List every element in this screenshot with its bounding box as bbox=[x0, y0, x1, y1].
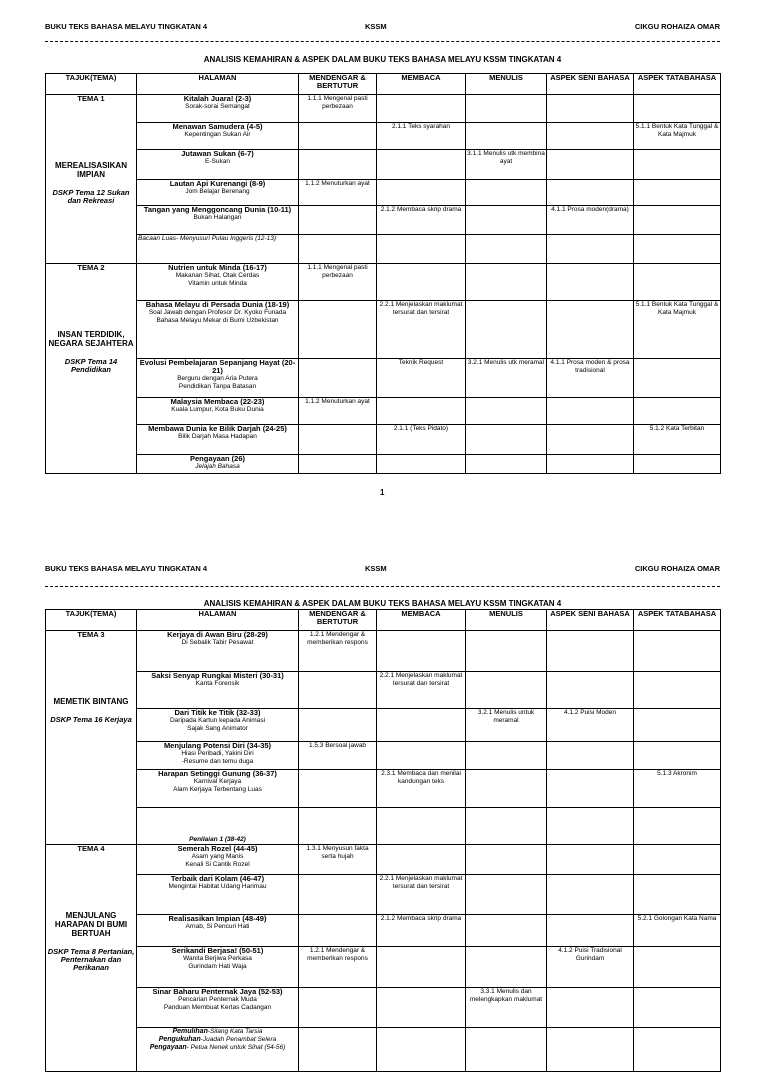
dskp-label: DSKP Tema 16 Kerjaya bbox=[50, 715, 132, 724]
tatabahasa-cell: 5.2.1 Golongan Kata Nama bbox=[634, 915, 721, 947]
halaman-cell bbox=[137, 180, 299, 206]
table-row bbox=[46, 672, 721, 709]
lesson-title: Jutawan Sukan (6-7) bbox=[181, 149, 254, 158]
tatabahasa-cell bbox=[634, 709, 721, 742]
tatabahasa-cell bbox=[634, 988, 721, 1028]
lesson-subtopic: Bilik Darjah Masa Hadapan bbox=[178, 433, 257, 440]
menulis-cell: 3.3.1 Menulis dan melengkapkan maklumat bbox=[466, 988, 547, 1028]
halaman-cell bbox=[137, 398, 299, 425]
tema-label: TEMA 1 bbox=[77, 94, 105, 103]
lesson-title: Harapan Setinggi Gunung (36-37) bbox=[158, 769, 277, 778]
lesson-title: Terbaik dari Kolam (46-47) bbox=[170, 874, 265, 883]
menulis-cell bbox=[466, 808, 547, 845]
lesson-title: Realisasikan Impian (48-49) bbox=[168, 914, 267, 923]
seni-bahasa-cell bbox=[547, 845, 634, 875]
mendengar-cell: 1.2.1 Mendengar & memberikan respons bbox=[299, 631, 377, 672]
bacaan-luas: Bacaan Luas- Menyusuri Pulau Inggeris (12-13) bbox=[138, 235, 277, 242]
lesson-subtopic: Soal Jawab dengan Profesor Dr. Kyoko Funada bbox=[148, 309, 287, 316]
menulis-cell bbox=[466, 455, 547, 474]
tatabahasa-cell bbox=[634, 150, 721, 180]
menulis-cell bbox=[466, 672, 547, 709]
membaca-cell bbox=[377, 808, 466, 845]
mendengar-cell bbox=[299, 206, 377, 235]
table-row bbox=[46, 425, 721, 455]
pengayaan-activity: -Silang Kata Tarsia bbox=[207, 1028, 263, 1035]
table-row bbox=[46, 359, 721, 398]
header-center: KSSM bbox=[365, 22, 387, 31]
membaca-cell: 2.1.1 Teks syarahan bbox=[377, 123, 466, 150]
membaca-cell bbox=[377, 845, 466, 875]
pengayaan-activity: - Petua Nenek untuk Sihat (54-56) bbox=[186, 1044, 286, 1051]
tema-cell bbox=[46, 95, 137, 264]
membaca-cell bbox=[377, 150, 466, 180]
table-row bbox=[46, 947, 721, 988]
seni-bahasa-cell bbox=[547, 180, 634, 206]
mendengar-cell bbox=[299, 235, 377, 264]
lesson-subtopic: Arnab, Si Pencuri Hati bbox=[185, 923, 250, 930]
seni-bahasa-cell bbox=[547, 398, 634, 425]
analysis-table bbox=[45, 609, 721, 1072]
table-row bbox=[46, 301, 721, 359]
pengayaan-type: Pemulihan bbox=[172, 1028, 208, 1035]
table-row bbox=[46, 455, 721, 474]
header-divider bbox=[45, 41, 720, 42]
lesson-subtopic: Panduan Membuat Kertas Cadangan bbox=[163, 1004, 272, 1011]
tema-title: MENJULANG HARAPAN DI BUMI BERTUAH bbox=[54, 911, 128, 938]
penilaian-label: Penilaian 1 (38-42) bbox=[189, 836, 246, 843]
tema-label: TEMA 3 bbox=[77, 630, 105, 639]
membaca-cell bbox=[377, 742, 466, 770]
lesson-subtopic: E-Sukan bbox=[205, 158, 230, 165]
table-row bbox=[46, 845, 721, 875]
halaman-cell bbox=[137, 770, 299, 808]
seni-bahasa-cell bbox=[547, 742, 634, 770]
lesson-subtopic: Mengintai Habitat Udang Harimau bbox=[168, 883, 267, 890]
table-row bbox=[46, 988, 721, 1028]
pengayaan-line bbox=[138, 1044, 297, 1052]
mendengar-cell bbox=[299, 455, 377, 474]
halaman-cell bbox=[137, 709, 299, 742]
menulis-cell bbox=[466, 770, 547, 808]
column-header: MENULIS bbox=[466, 74, 547, 95]
tatabahasa-cell bbox=[634, 206, 721, 235]
tatabahasa-cell bbox=[634, 1028, 721, 1072]
seni-bahasa-cell bbox=[547, 455, 634, 474]
column-header: ASPEK TATABAHASA bbox=[634, 74, 721, 95]
mendengar-cell bbox=[299, 425, 377, 455]
halaman-cell bbox=[137, 235, 299, 264]
lesson-subtopic: Sorak-sorai Semangat bbox=[185, 103, 250, 110]
seni-bahasa-cell: 4.1.2 Puisi Tradisional Gurindam bbox=[547, 947, 634, 988]
page-1 bbox=[0, 0, 768, 512]
mendengar-cell: 1.1.2 Menuturkan ayat bbox=[299, 398, 377, 425]
tatabahasa-cell: 5.1.1 Bentuk Kata Tunggal & Kata Majmuk bbox=[634, 301, 721, 359]
tatabahasa-cell bbox=[634, 235, 721, 264]
halaman-cell bbox=[137, 631, 299, 672]
lesson-title: Nutrien untuk Minda (16-17) bbox=[168, 263, 267, 272]
pengayaan-line bbox=[138, 1028, 297, 1036]
menulis-cell: 3.1.1 Menulis utk membina ayat bbox=[466, 150, 547, 180]
lesson-subtopic: Jom Belajar Berenang bbox=[185, 188, 250, 195]
lesson-title: Semerah Rozel (44-45) bbox=[177, 844, 258, 853]
column-header: MENULIS bbox=[466, 610, 547, 631]
table-row bbox=[46, 398, 721, 425]
seni-bahasa-cell: 4.1.1 Prosa moden(drama) bbox=[547, 206, 634, 235]
tatabahasa-cell bbox=[634, 845, 721, 875]
tema-cell bbox=[46, 631, 137, 845]
tema-title: MEMETIK BINTANG bbox=[53, 697, 129, 706]
halaman-cell bbox=[137, 1028, 299, 1072]
halaman-cell bbox=[137, 455, 299, 474]
table-row bbox=[46, 123, 721, 150]
halaman-cell bbox=[137, 742, 299, 770]
mendengar-cell bbox=[299, 808, 377, 845]
table-row bbox=[46, 915, 721, 947]
lesson-title: Lautan Api Kurenangi (8-9) bbox=[169, 179, 266, 188]
lesson-title: Saksi Senyap Rungkai Misteri (30-31) bbox=[151, 671, 284, 680]
tatabahasa-cell bbox=[634, 947, 721, 988]
lesson-subtopic: Karnival Kerjaya bbox=[193, 778, 242, 785]
analysis-table bbox=[45, 73, 721, 474]
membaca-cell: 2.2.1 Menjelaskan maklumat tersurat dan tersirat bbox=[377, 301, 466, 359]
halaman-cell bbox=[137, 988, 299, 1028]
tatabahasa-cell bbox=[634, 95, 721, 123]
seni-bahasa-cell bbox=[547, 988, 634, 1028]
lesson-subtopic: Kenali Si Cantik Rozel bbox=[185, 861, 250, 868]
seni-bahasa-cell bbox=[547, 808, 634, 845]
lesson-subtopic: Hiasi Peribadi, Yakini Diri bbox=[181, 750, 254, 757]
membaca-cell: 2.1.2 Membaca skrip drama bbox=[377, 915, 466, 947]
lesson-subtopic: Di Sebalik Tabir Pesawat bbox=[181, 639, 254, 646]
mendengar-cell: 1.1.1 Mengenal pasti perbezaan bbox=[299, 264, 377, 301]
column-header: ASPEK TATABAHASA bbox=[634, 610, 721, 631]
tatabahasa-cell: 5.1.1 Bentuk Kata Tunggal & Kata Majmuk bbox=[634, 123, 721, 150]
mendengar-cell bbox=[299, 359, 377, 398]
table-row bbox=[46, 180, 721, 206]
lesson-title: Kitalah Juara! (2-3) bbox=[183, 94, 252, 103]
menulis-cell: 3.2.1 Menulis utk meramal bbox=[466, 359, 547, 398]
mendengar-cell bbox=[299, 672, 377, 709]
table-header-row bbox=[46, 610, 721, 631]
mendengar-cell bbox=[299, 1028, 377, 1072]
lesson-subtopic: -Resume dan temu duga bbox=[181, 758, 254, 765]
menulis-cell bbox=[466, 206, 547, 235]
menulis-cell bbox=[466, 301, 547, 359]
menulis-cell bbox=[466, 875, 547, 915]
seni-bahasa-cell bbox=[547, 425, 634, 455]
tatabahasa-cell bbox=[634, 359, 721, 398]
membaca-cell bbox=[377, 455, 466, 474]
membaca-cell: 2.1.1 (Teks Pidato) bbox=[377, 425, 466, 455]
halaman-cell bbox=[137, 95, 299, 123]
lesson-title: Menjulang Potensi Diri (34-35) bbox=[163, 741, 272, 750]
membaca-cell bbox=[377, 988, 466, 1028]
seni-bahasa-cell bbox=[547, 915, 634, 947]
mendengar-cell: 1.1.2 Menuturkan ayat bbox=[299, 180, 377, 206]
mendengar-cell bbox=[299, 988, 377, 1028]
table-row bbox=[46, 770, 721, 808]
seni-bahasa-cell bbox=[547, 1028, 634, 1072]
menulis-cell bbox=[466, 398, 547, 425]
membaca-cell bbox=[377, 398, 466, 425]
seni-bahasa-cell: 4.1.1 Prosa moden & prosa tradisional bbox=[547, 359, 634, 398]
table-row bbox=[46, 95, 721, 123]
column-header: TAJUK(TEMA) bbox=[46, 74, 137, 95]
halaman-cell bbox=[137, 808, 299, 845]
page-number: 1 bbox=[380, 488, 385, 497]
header-left: BUKU TEKS BAHASA MELAYU TINGKATAN 4 bbox=[45, 22, 208, 31]
header-right: CIKGU ROHAIZA OMAR bbox=[634, 564, 720, 573]
page-2 bbox=[0, 512, 768, 1051]
tema-title: MEREALISASIKAN IMPIAN bbox=[54, 161, 127, 179]
halaman-cell bbox=[137, 150, 299, 180]
tema-label: TEMA 4 bbox=[77, 844, 105, 853]
tema-cell bbox=[46, 845, 137, 1072]
seni-bahasa-cell bbox=[547, 770, 634, 808]
seni-bahasa-cell bbox=[547, 123, 634, 150]
lesson-title: Pengayaan (26) bbox=[189, 454, 246, 463]
menulis-cell bbox=[466, 742, 547, 770]
halaman-cell bbox=[137, 359, 299, 398]
lesson-subtopic: Kuala Lumpur, Kota Buku Dunia bbox=[171, 406, 264, 413]
lesson-subtopic: Wanita Berjiwa Perkasa bbox=[183, 955, 252, 962]
membaca-cell bbox=[377, 631, 466, 672]
membaca-cell bbox=[377, 1028, 466, 1072]
pengayaan-type: Pengukuhan bbox=[158, 1036, 201, 1043]
lesson-title: Tangan yang Menggoncang Dunia (10-11) bbox=[143, 205, 292, 214]
column-header: MENDENGAR & BERTUTUR bbox=[299, 74, 377, 95]
table-row bbox=[46, 742, 721, 770]
halaman-cell bbox=[137, 845, 299, 875]
column-header: HALAMAN bbox=[137, 74, 299, 95]
lesson-title: Membawa Dunia ke Bilik Darjah (24-25) bbox=[148, 424, 287, 433]
document-title: ANALISIS KEMAHIRAN & ASPEK DALAM BUKU TEKS BAHASA MELAYU KSSM TINGKATAN 4 bbox=[203, 599, 562, 608]
dskp-label: DSKP Tema 14 Pendidikan bbox=[64, 357, 118, 374]
seni-bahasa-cell: 4.1.2 Puisi Moden bbox=[547, 709, 634, 742]
lesson-subtopic: Gurindam Hati Waja bbox=[188, 963, 247, 970]
column-header: MEMBACA bbox=[377, 610, 466, 631]
table-row bbox=[46, 206, 721, 235]
tatabahasa-cell: 5.1.2 Kata Terbitan bbox=[634, 425, 721, 455]
membaca-cell: 2.3.1 Membaca dan menilai kandungan teks bbox=[377, 770, 466, 808]
membaca-cell bbox=[377, 95, 466, 123]
lesson-subtopic: Pendidikan Tanpa Batasan bbox=[178, 383, 257, 390]
membaca-cell bbox=[377, 264, 466, 301]
table-row bbox=[46, 709, 721, 742]
header-center: KSSM bbox=[365, 564, 387, 573]
lesson-subtopic: Bukan Halangan bbox=[193, 214, 242, 221]
seni-bahasa-cell bbox=[547, 875, 634, 915]
membaca-cell bbox=[377, 947, 466, 988]
mendengar-cell bbox=[299, 150, 377, 180]
tatabahasa-cell bbox=[634, 398, 721, 425]
menulis-cell bbox=[466, 915, 547, 947]
membaca-cell bbox=[377, 235, 466, 264]
table-row bbox=[46, 631, 721, 672]
mendengar-cell: 1.1.1 Mengenal pasti perbezaan bbox=[299, 95, 377, 123]
table-row bbox=[46, 264, 721, 301]
lesson-title: Serikandi Berjasa! (50-51) bbox=[171, 946, 264, 955]
tatabahasa-cell bbox=[634, 264, 721, 301]
lesson-subtopic: Makanan Sihat, Otak Cerdas bbox=[175, 272, 260, 279]
lesson-subtopic: Jelajah Bahasa bbox=[195, 463, 240, 470]
column-header: HALAMAN bbox=[137, 610, 299, 631]
lesson-title: Menawan Samudera (4-5) bbox=[172, 122, 263, 131]
lesson-subtopic: Vitamin untuk Minda bbox=[188, 280, 247, 287]
column-header: ASPEK SENI BAHASA bbox=[547, 610, 634, 631]
mendengar-cell bbox=[299, 915, 377, 947]
lesson-title: Malaysia Membaca (22-23) bbox=[170, 397, 265, 406]
mendengar-cell: 1.3.1 Menyusun fakta serta hujah bbox=[299, 845, 377, 875]
halaman-cell bbox=[137, 672, 299, 709]
membaca-cell: 2.1.2 Membaca skrip drama bbox=[377, 206, 466, 235]
halaman-cell bbox=[137, 123, 299, 150]
menulis-cell bbox=[466, 425, 547, 455]
mendengar-cell: 1.2.1 Mendengar & memberikan respons bbox=[299, 947, 377, 988]
menulis-cell bbox=[466, 264, 547, 301]
lesson-title: Kerjaya di Awan Biru (28-29) bbox=[167, 630, 268, 639]
lesson-subtopic: Kepentingan Sukan Air bbox=[184, 131, 251, 138]
table-row bbox=[46, 1028, 721, 1072]
mendengar-cell bbox=[299, 123, 377, 150]
header-right: CIKGU ROHAIZA OMAR bbox=[634, 22, 720, 31]
lesson-title: Dari Titik ke Titik (32-33) bbox=[174, 708, 261, 717]
tema-label: TEMA 2 bbox=[77, 263, 105, 272]
lesson-subtopic: Berguru dengan Aria Putera bbox=[177, 375, 258, 382]
menulis-cell bbox=[466, 947, 547, 988]
tema-title: INSAN TERDIDIK, NEGARA SEJAHTERA bbox=[48, 330, 134, 348]
mendengar-cell: 1.5.3 Bersoal jawab bbox=[299, 742, 377, 770]
dskp-label: DSKP Tema 12 Sukan dan Rekreasi bbox=[52, 188, 130, 205]
column-header: ASPEK SENI BAHASA bbox=[547, 74, 634, 95]
mendengar-cell bbox=[299, 709, 377, 742]
tatabahasa-cell: 5.1.3 Akronim bbox=[634, 770, 721, 808]
header-divider bbox=[45, 586, 720, 587]
page-header bbox=[45, 22, 720, 34]
header-left: BUKU TEKS BAHASA MELAYU TINGKATAN 4 bbox=[45, 564, 208, 573]
pengayaan-activity: -Juadah Penambat Selera bbox=[200, 1036, 277, 1043]
table-row bbox=[46, 235, 721, 264]
menulis-cell bbox=[466, 235, 547, 264]
dskp-label: DSKP Tema 8 Pertanian, Penternakan dan Perikanan bbox=[47, 947, 135, 972]
table-header-row bbox=[46, 74, 721, 95]
page-header bbox=[45, 564, 720, 576]
halaman-cell bbox=[137, 915, 299, 947]
column-header: TAJUK(TEMA) bbox=[46, 610, 137, 631]
menulis-cell bbox=[466, 631, 547, 672]
table-row bbox=[46, 808, 721, 845]
lesson-subtopic: Alam Kerjaya Terbentang Luas bbox=[173, 786, 262, 793]
seni-bahasa-cell bbox=[547, 264, 634, 301]
seni-bahasa-cell bbox=[547, 631, 634, 672]
table-row bbox=[46, 875, 721, 915]
tatabahasa-cell bbox=[634, 808, 721, 845]
seni-bahasa-cell bbox=[547, 672, 634, 709]
seni-bahasa-cell bbox=[547, 235, 634, 264]
membaca-cell: 2.2.1 Menjelaskan maklumat tersurat dan tersirat bbox=[377, 672, 466, 709]
tatabahasa-cell bbox=[634, 742, 721, 770]
mendengar-cell bbox=[299, 301, 377, 359]
lesson-subtopic: Kanta Forensik bbox=[195, 680, 240, 687]
seni-bahasa-cell bbox=[547, 150, 634, 180]
tatabahasa-cell bbox=[634, 631, 721, 672]
mendengar-cell bbox=[299, 875, 377, 915]
lesson-subtopic: Pencarian Penternak Muda bbox=[178, 996, 257, 1003]
seni-bahasa-cell bbox=[547, 301, 634, 359]
document-title: ANALISIS KEMAHIRAN & ASPEK DALAM BUKU TEKS BAHASA MELAYU KSSM TINGKATAN 4 bbox=[203, 55, 562, 64]
lesson-subtopic: Asam yang Manis bbox=[191, 853, 244, 860]
pengayaan-type: Pengayaan bbox=[149, 1044, 187, 1051]
lesson-subtopic: Bahasa Melayu Mekar di Bumi Uzbekistan bbox=[156, 317, 279, 324]
tema-cell bbox=[46, 264, 137, 474]
halaman-cell bbox=[137, 206, 299, 235]
membaca-cell bbox=[377, 180, 466, 206]
menulis-cell: 3.2.1 Menulis untuk meramal bbox=[466, 709, 547, 742]
halaman-cell bbox=[137, 875, 299, 915]
tatabahasa-cell bbox=[634, 875, 721, 915]
membaca-cell bbox=[377, 709, 466, 742]
tatabahasa-cell bbox=[634, 672, 721, 709]
table-row bbox=[46, 150, 721, 180]
menulis-cell bbox=[466, 845, 547, 875]
lesson-subtopic: Daripada Kartun kepada Animasi bbox=[169, 717, 266, 724]
mendengar-cell bbox=[299, 770, 377, 808]
lesson-title: Sinar Baharu Penternak Jaya (52-53) bbox=[152, 987, 283, 996]
membaca-cell: Teknik Request bbox=[377, 359, 466, 398]
membaca-cell: 2.2.1 Menjelaskan maklumat tersurat dan tersirat bbox=[377, 875, 466, 915]
column-header: MEMBACA bbox=[377, 74, 466, 95]
tatabahasa-cell bbox=[634, 180, 721, 206]
menulis-cell bbox=[466, 1028, 547, 1072]
halaman-cell bbox=[137, 301, 299, 359]
seni-bahasa-cell bbox=[547, 95, 634, 123]
menulis-cell bbox=[466, 95, 547, 123]
column-header: MENDENGAR & BERTUTUR bbox=[299, 610, 377, 631]
menulis-cell bbox=[466, 123, 547, 150]
lesson-title: Bahasa Melayu di Persada Dunia (18-19) bbox=[145, 300, 290, 309]
pengayaan-line bbox=[138, 1036, 297, 1044]
halaman-cell bbox=[137, 425, 299, 455]
halaman-cell bbox=[137, 947, 299, 988]
tatabahasa-cell bbox=[634, 455, 721, 474]
lesson-subtopic: Sajak Sang Animator bbox=[187, 725, 248, 732]
menulis-cell bbox=[466, 180, 547, 206]
lesson-title: Evolusi Pembelajaran Sepanjang Hayat (20-21) bbox=[139, 358, 296, 375]
halaman-cell bbox=[137, 264, 299, 301]
